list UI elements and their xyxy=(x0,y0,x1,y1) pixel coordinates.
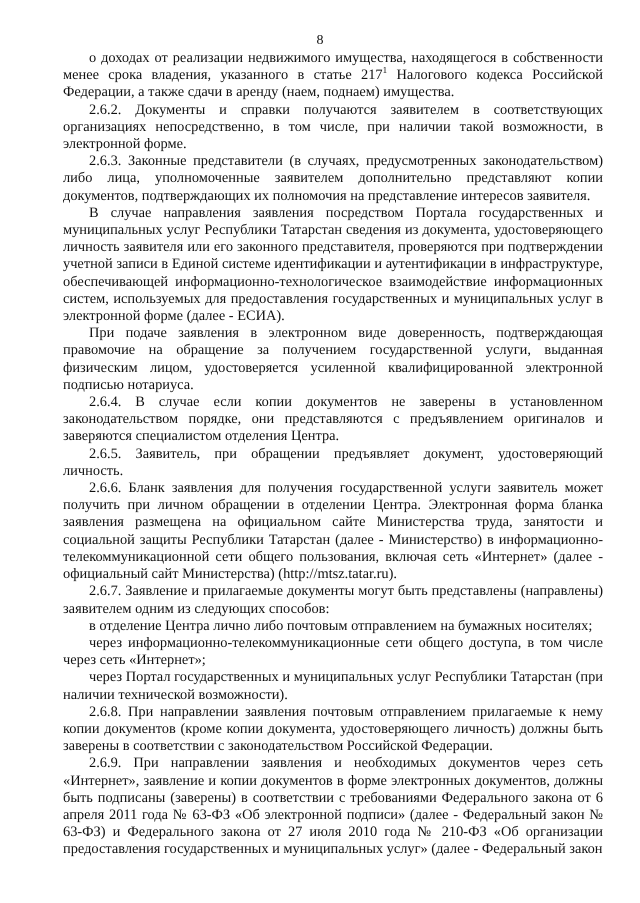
list-item-in-person: в отделение Центра лично либо почтовым отправлением на бумажных носителях; xyxy=(89,617,593,634)
list-item-internet: через информационно-телекоммуникационные сети общего доступа, в том числе через сеть «Интернет»; xyxy=(63,634,603,669)
paragraph-2-6-8: 2.6.8. При направлении заявления почтовым отправлением прилагаемые к нему копии документов (кроме копии документа, удостоверяющего личность) должны быть заверены в соответствии с законодательством Российской Федерации. xyxy=(63,703,603,755)
paragraph-2-6-5: 2.6.5. Заявитель, при обращении предъявляет документ, удостоверяющий личность. xyxy=(63,445,603,479)
paragraph-2-6-6: 2.6.6. Бланк заявления для получения государственной услуги заявитель может получить при личном обращении в отделении Центра. Электронная форма бланка заявления размещена на официальном сайте Министерства труда, занятости и социальной защиты Республики Татарстан (далее - Министерство) в информационно-телекоммуникационной сети общего пользования, включая сеть «Интернет» (далее - официальный сайт Министерства) (http://mtsz.tatar.ru). xyxy=(63,480,603,583)
paragraph-2-6-7: 2.6.7. Заявление и прилагаемые документы могут быть представлены (направлены) заявителем одним из следующих способов: xyxy=(63,583,603,617)
superscript: 1 xyxy=(382,65,388,76)
document-body xyxy=(63,50,603,859)
paragraph-income-continuation xyxy=(63,50,603,102)
page-number: 8 xyxy=(316,33,324,48)
paragraph-text: о доходах от реализации недвижимого имущества, находящегося в собственности менее срока владения, указанного в статье 217 xyxy=(63,50,603,84)
paragraph-2-6-3: 2.6.3. Законные представители (в случаях, предусмотренных законодательством) либо лица, уполномоченные заявителем дополнительно представляют копии документов, подтверждающих их полномочия на представление интересов заявителя. xyxy=(63,153,603,204)
paragraph-2-6-2: 2.6.2. Документы и справки получаются заявителем в соответствующих организациях непосредственно, в том числе, при наличии такой возможности, в электронной форме. xyxy=(63,101,603,153)
paragraph-text: Налогового кодекса Российской Федерации, а также сдачи в аренду (наем, поднаем) имущества. xyxy=(63,67,604,101)
paragraph-2-6-4: 2.6.4. В случае если копии документов не заверены в установленном законодательством порядке, они представляются с предъявлением оригиналов и заверяются специалистом отделения Центра. xyxy=(63,394,603,445)
list-item-portal: через Портал государственных и муниципальных услуг Республики Татарстан (при наличии технической возможности). xyxy=(63,669,603,703)
paragraph-power-of-attorney: При подаче заявления в электронном виде доверенность, подтверждающая правомочие на обращение за получением государственной услуги, выданная физическим лицом, удостоверяется усиленной квалифицированной электронной подписью нотариуса. xyxy=(63,325,603,393)
paragraph-portal-esia: В случае направления заявления посредством Портала государственных и муниципальных услуг Республики Татарстан сведения из документа, удостоверяющего личность заявителя или его законного представителя, проверяются при подтверждении учетной записи в Единой системе идентификации и аутентификации в инфраструктуре, обеспечивающей информационно-технологическое взаимодействие информационных систем, используемых для предоставления государственных и муниципальных услуг в электронной форме (далее - ЕСИА). xyxy=(63,204,603,325)
paragraph-2-6-9: 2.6.9. При направлении заявления и необходимых документов через сеть «Интернет», заявление и копии документов в форме электронных документов, должны быть подписаны (заверены) в соответствии с требованиями Федерального закона от 6 апреля 2011 года № 63-ФЗ «Об электронной подписи» (далее - Федеральный закон № 63-ФЗ) и Федерального закона от 27 июля 2010 года № 210-ФЗ «Об организации предоставления государственных и муниципальных услуг» (далее - Федеральный закон xyxy=(63,755,603,858)
